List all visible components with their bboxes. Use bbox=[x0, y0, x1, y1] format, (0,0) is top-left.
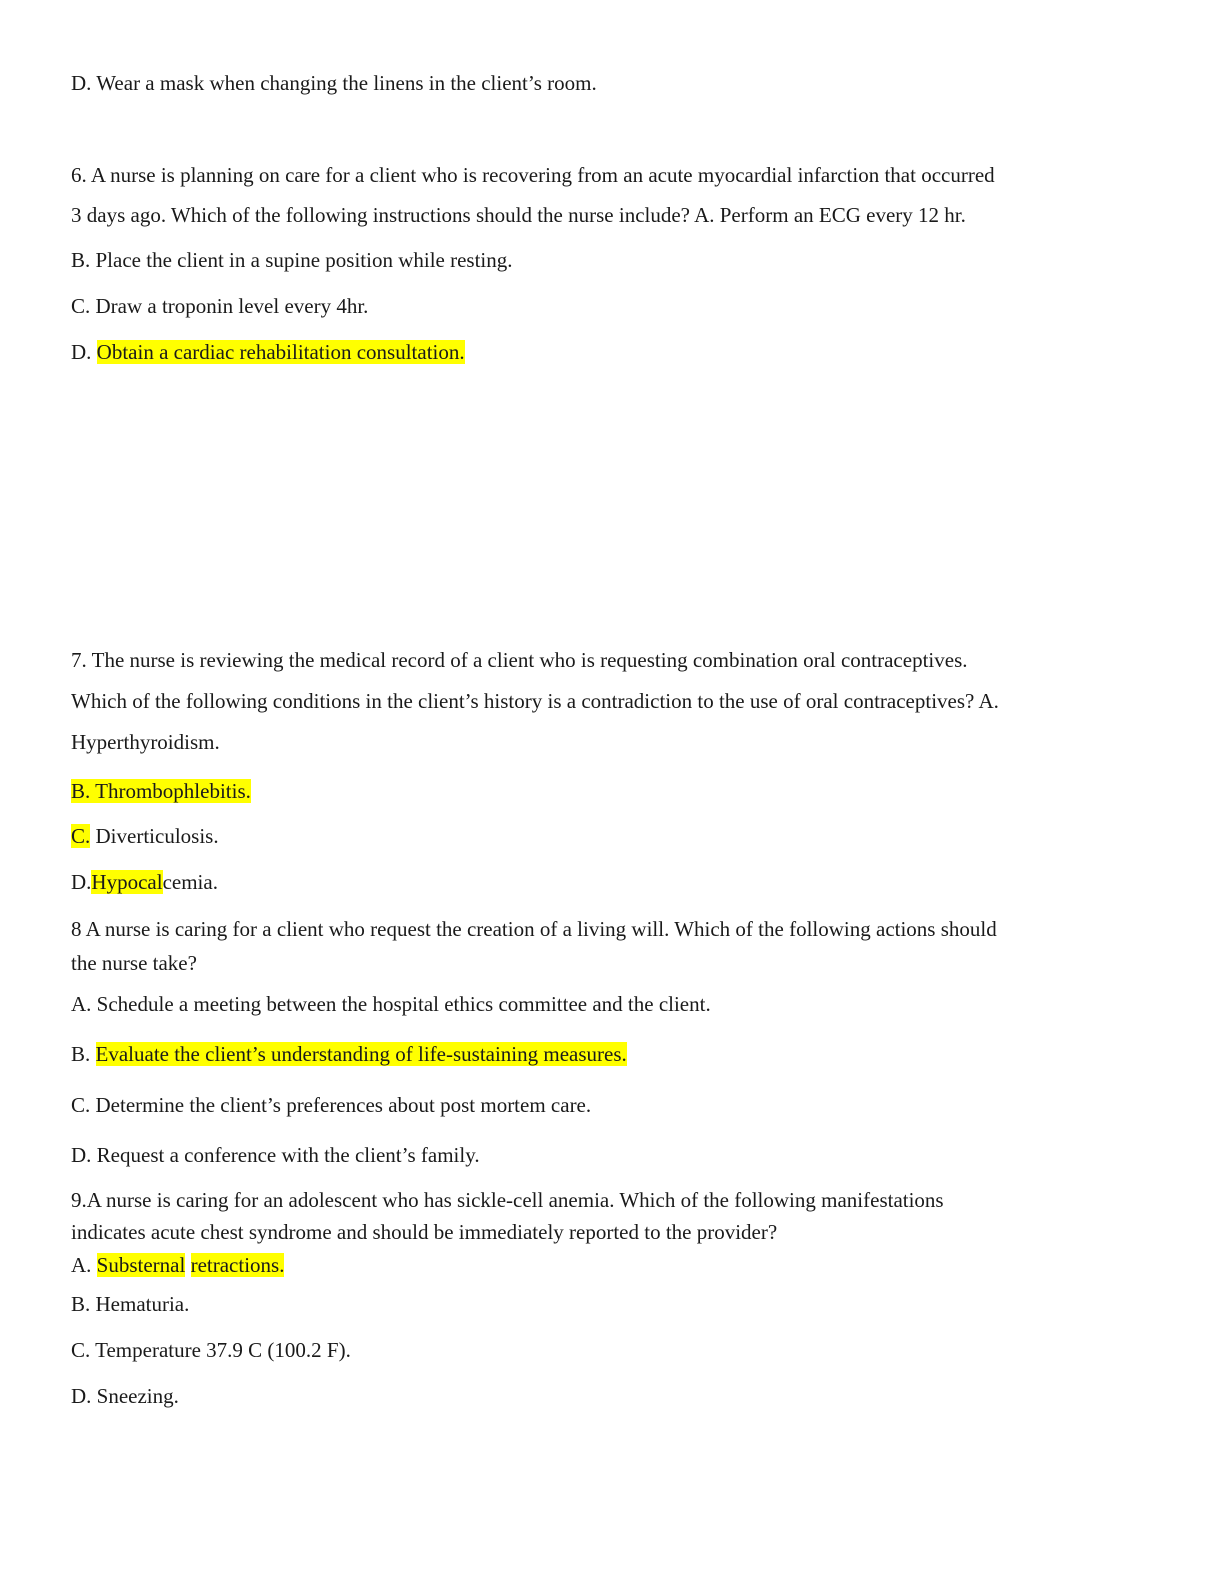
q8-option-a: A. Schedule a meeting between the hospital ethics committee and the client. bbox=[71, 992, 711, 1016]
q7-option-b bbox=[71, 778, 251, 804]
q7-option-c bbox=[71, 823, 219, 849]
q9-answer-highlight-word-1: Substernal bbox=[96, 1253, 186, 1277]
q6-option-b: B. Place the client in a supine position while resting. bbox=[71, 248, 513, 272]
q7-answer-highlight: B. Thrombophlebitis. bbox=[71, 779, 251, 803]
q6-answer-highlight: Obtain a cardiac rehabilitation consultation. bbox=[96, 340, 465, 364]
q9-option-c: C. Temperature 37.9 C (100.2 F). bbox=[71, 1338, 351, 1362]
q9-stem-line-2: indicates acute chest syndrome and should be immediately reported to the provider? bbox=[71, 1220, 778, 1244]
q8-answer-highlight: Evaluate the client’s understanding of life-sustaining measures. bbox=[95, 1042, 627, 1066]
q5-option-d: D. Wear a mask when changing the linens in the client’s room. bbox=[71, 71, 597, 95]
q8-option-d: D. Request a conference with the client’s family. bbox=[71, 1143, 480, 1167]
q8-option-b bbox=[71, 1041, 627, 1067]
q7-option-c-text: Diverticulosis. bbox=[90, 824, 219, 848]
q6-option-d bbox=[71, 339, 465, 365]
q6-stem-line-2: 3 days ago. Which of the following instructions should the nurse include? A. Perform an ECG every 12 hr. bbox=[71, 203, 966, 227]
q7-option-d-suffix: cemia. bbox=[162, 870, 218, 894]
q6-option-c: C. Draw a troponin level every 4hr. bbox=[71, 294, 369, 318]
q7-stem-line-2: Which of the following conditions in the client’s history is a contradiction to the use of oral contraceptives? A. bbox=[71, 689, 999, 713]
q9-stem-line-1: 9.A nurse is caring for an adolescent who has sickle-cell anemia. Which of the following manifestations bbox=[71, 1188, 944, 1212]
q8-option-c: C. Determine the client’s preferences about post mortem care. bbox=[71, 1093, 592, 1117]
q6-stem-line-1: 6. A nurse is planning on care for a client who is recovering from an acute myocardial infarction that occurred bbox=[71, 163, 995, 187]
q9-option-d: D. Sneezing. bbox=[71, 1384, 179, 1408]
q8-stem-line-2: the nurse take? bbox=[71, 951, 197, 975]
q9-option-a-prefix: A. bbox=[71, 1253, 97, 1277]
q9-option-b: B. Hematuria. bbox=[71, 1292, 190, 1316]
q7-option-c-letter: C. bbox=[71, 824, 91, 848]
q7-stem-line-1: 7. The nurse is reviewing the medical record of a client who is requesting combination oral contraceptives. bbox=[71, 648, 968, 672]
q7-option-d bbox=[71, 869, 218, 895]
q7-option-d-prefix: D. bbox=[71, 870, 92, 894]
q9-option-a bbox=[71, 1252, 284, 1278]
q8-stem-line-1: 8 A nurse is caring for a client who request the creation of a living will. Which of the following actions should bbox=[71, 917, 997, 941]
q7-stem-line-3: Hyperthyroidism. bbox=[71, 730, 220, 754]
q7-option-d-highlight: Hypocal bbox=[91, 870, 163, 894]
q9-answer-highlight-word-2: retractions. bbox=[190, 1253, 285, 1277]
q6-option-d-prefix: D. bbox=[71, 340, 97, 364]
q8-option-b-prefix: B. bbox=[71, 1042, 96, 1066]
